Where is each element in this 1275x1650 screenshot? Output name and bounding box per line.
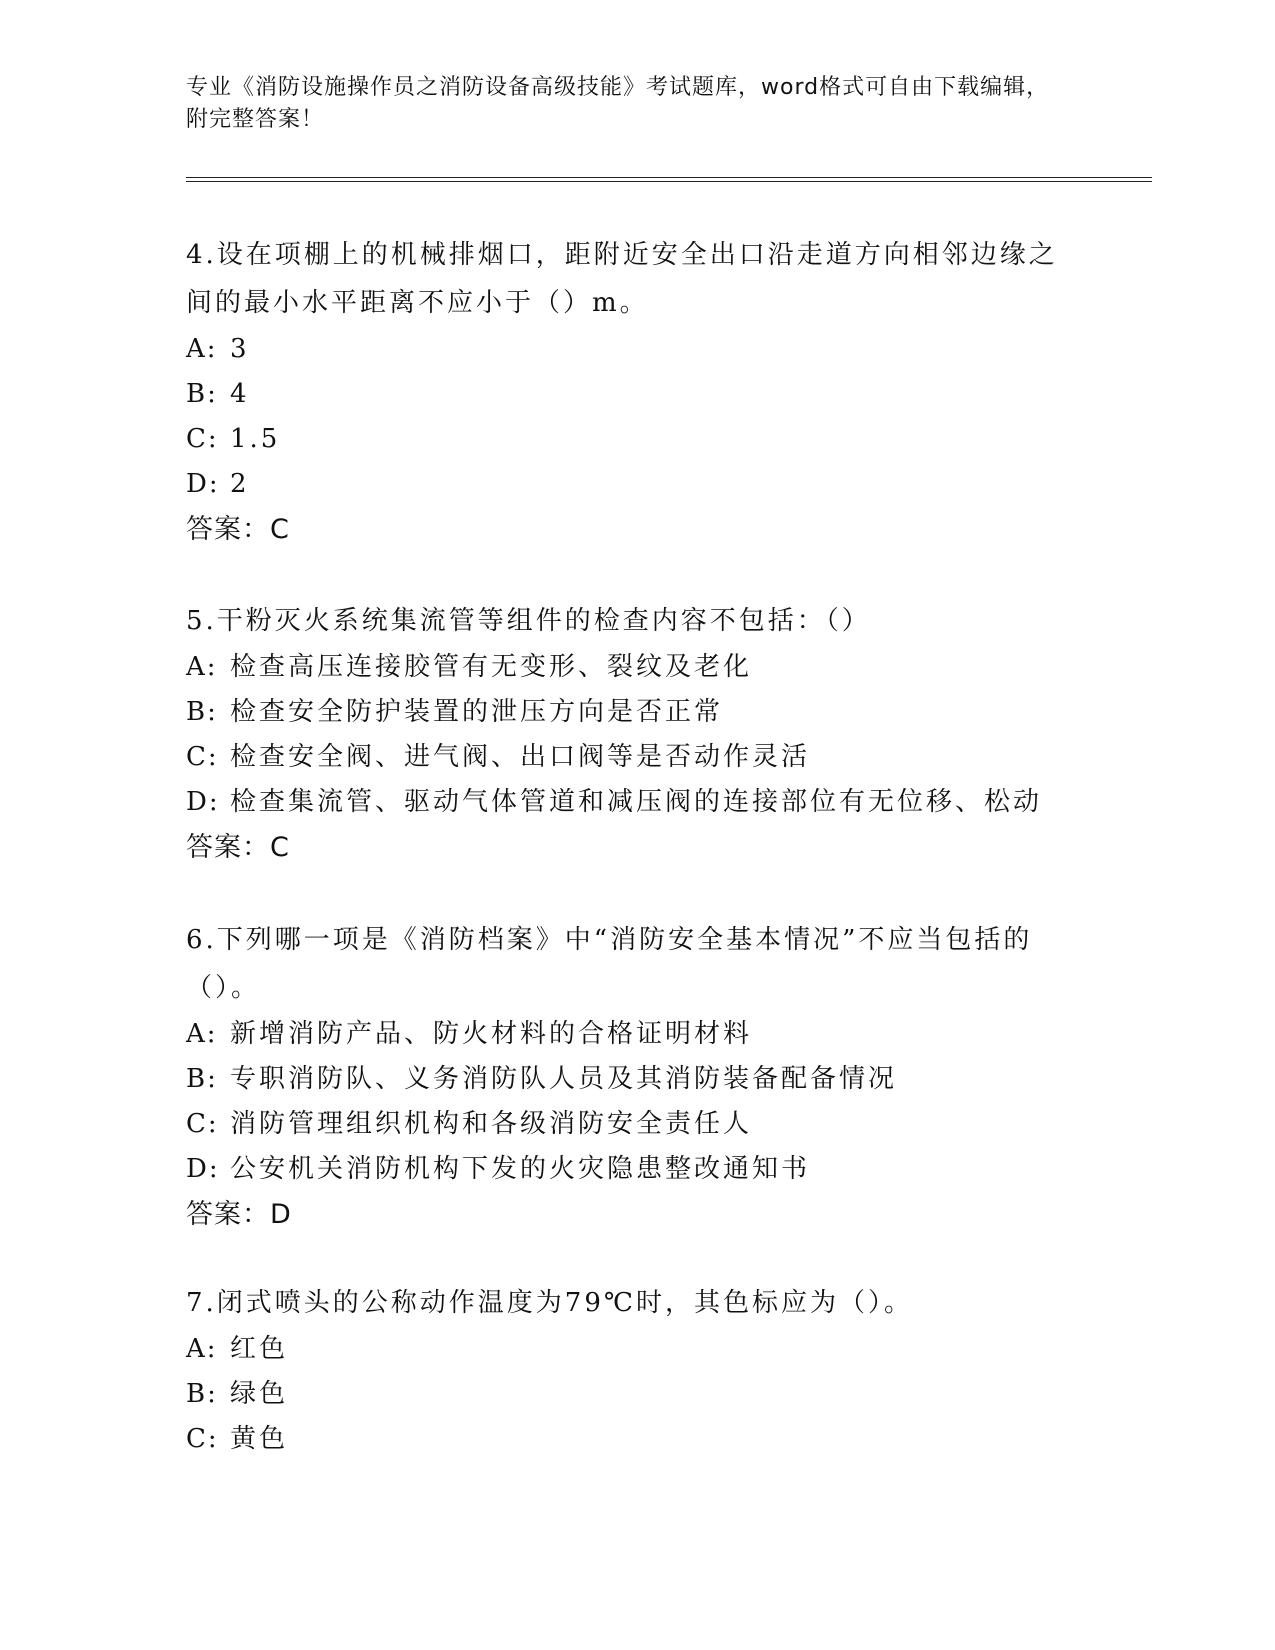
- option-key: C:: [186, 1109, 219, 1139]
- option-text: 检查安全防护装置的泄压方向是否正常: [230, 697, 724, 727]
- option-key: B:: [186, 697, 218, 727]
- option-key: C:: [186, 1424, 219, 1454]
- option-text: 检查集流管、驱动气体管道和减压阀的连接部位有无位移、松动: [230, 787, 1043, 817]
- option-text: 4: [230, 379, 250, 409]
- option-key: A:: [186, 1019, 218, 1049]
- question-6: [186, 916, 1066, 1237]
- option-key: D:: [186, 469, 220, 499]
- option-b: [186, 372, 1066, 417]
- option-text: 消防管理组织机构和各级消防安全责任人: [230, 1109, 753, 1139]
- option-c: [186, 417, 1066, 462]
- question-stem: 7.闭式喷头的公称动作温度为79℃时，其色标应为（）。: [186, 1288, 913, 1318]
- option-d: [186, 1147, 1066, 1192]
- answer: 答案：C: [186, 832, 290, 863]
- option-a: [186, 645, 1066, 690]
- answer: 答案：C: [186, 514, 290, 545]
- header-divider-top: [186, 177, 1152, 178]
- option-b: [186, 1372, 1066, 1417]
- option-key: C:: [186, 742, 219, 772]
- question-7: [186, 1279, 1066, 1462]
- option-key: A:: [186, 334, 218, 364]
- option-a: [186, 327, 1066, 372]
- header-divider-bottom: [186, 181, 1152, 182]
- option-key: C:: [186, 424, 219, 454]
- option-text: 新增消防产品、防火材料的合格证明材料: [230, 1019, 753, 1049]
- answer: 答案：D: [186, 1199, 292, 1230]
- option-key: A:: [186, 652, 218, 682]
- option-text: 3: [230, 334, 250, 364]
- document-header: 专业《消防设施操作员之消防设备高级技能》考试题库，word格式可自由下载编辑，附完整答案！: [186, 75, 1050, 132]
- option-text: 1.5: [230, 424, 281, 454]
- option-d: [186, 462, 1066, 507]
- option-text: 绿色: [230, 1379, 289, 1409]
- question-stem: 5.干粉灭火系统集流管等组件的检查内容不包括：（）: [186, 606, 871, 636]
- option-c: [186, 1417, 1066, 1462]
- option-text: 公安机关消防机构下发的火灾隐患整改通知书: [230, 1154, 811, 1184]
- option-text: 检查安全阀、进气阀、出口阀等是否动作灵活: [230, 742, 811, 772]
- option-key: B:: [186, 1379, 218, 1409]
- question-stem: 4.设在项棚上的机械排烟口，距附近安全出口沿走道方向相邻边缘之间的最小水平距离不应小于（）m。: [186, 240, 1058, 318]
- option-b: [186, 690, 1066, 735]
- option-text: 黄色: [230, 1424, 289, 1454]
- option-text: 专职消防队、义务消防队人员及其消防装备配备情况: [230, 1064, 898, 1094]
- question-4: [186, 231, 1066, 552]
- option-c: [186, 1102, 1066, 1147]
- option-b: [186, 1057, 1066, 1102]
- option-text: 红色: [230, 1334, 289, 1364]
- option-key: B:: [186, 379, 218, 409]
- question-5: [186, 597, 1066, 870]
- option-key: A:: [186, 1334, 218, 1364]
- option-c: [186, 735, 1066, 780]
- question-stem: 6.下列哪一项是《消防档案》中“消防安全基本情况”不应当包括的（）。: [186, 925, 1033, 1003]
- option-key: D:: [186, 1154, 220, 1184]
- option-a: [186, 1327, 1066, 1372]
- option-text: 检查高压连接胶管有无变形、裂纹及老化: [230, 652, 753, 682]
- option-key: B:: [186, 1064, 218, 1094]
- option-text: 2: [230, 469, 250, 499]
- option-d: [186, 780, 1066, 825]
- option-key: D:: [186, 787, 220, 817]
- option-a: [186, 1012, 1066, 1057]
